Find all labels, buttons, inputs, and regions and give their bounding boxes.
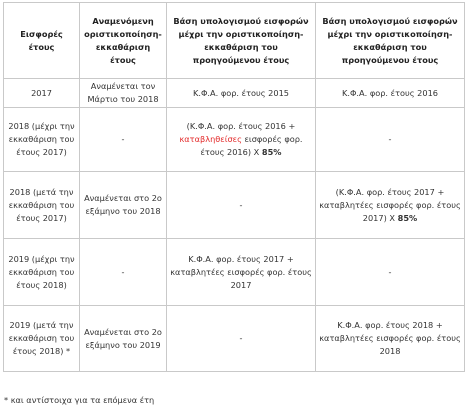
- cell-finalization: Αναμένεται στο 2ο εξάμηνο του 2019: [80, 306, 167, 372]
- table-row: [4, 306, 465, 372]
- contributions-table: [3, 2, 465, 372]
- footnote: * και αντίστοιχα για τα επόμενα έτη: [4, 395, 155, 405]
- cell-base-until: [167, 108, 316, 172]
- cell-finalization: Αναμένεται στο 2ο εξάμηνο του 2018: [80, 172, 167, 239]
- cell-year: 2018 (μέχρι την εκκαθάριση του έτους 2017): [4, 108, 80, 172]
- cell-year: 2017: [4, 79, 80, 108]
- cell-finalization: -: [80, 239, 167, 306]
- header-base-until-finalization: Βάση υπολογισμού εισφορών μέχρι την οριστικοποίηση-εκκαθάριση του προηγούμενου έτους: [167, 3, 316, 79]
- cell-base-after: -: [316, 239, 465, 306]
- header-expected-finalization: Αναμενόμενη οριστικοποίηση-εκκαθάριση έτους: [80, 3, 167, 79]
- cell-year: 2018 (μετά την εκκαθάριση του έτους 2017): [4, 172, 80, 239]
- formula-text: (Κ.Φ.Α. φορ. έτους 2016 +: [186, 121, 296, 131]
- formula-text: εισφορές φορ. έτους 2016) Χ: [200, 134, 303, 157]
- cell-year: 2019 (μετά την εκκαθάριση του έτους 2018) *: [4, 306, 80, 372]
- cell-finalization: -: [80, 108, 167, 172]
- percentage: 85%: [397, 212, 418, 223]
- cell-base-after: [316, 172, 465, 239]
- header-contribution-year: Εισφορές έτους: [4, 3, 80, 79]
- cell-base-after: Κ.Φ.Α. φορ. έτους 2016: [316, 79, 465, 108]
- cell-base-after: Κ.Φ.Α. φορ. έτους 2018 + καταβλητέες εισφορές φορ. έτους 2018: [316, 306, 465, 372]
- table-row: [4, 239, 465, 306]
- cell-base-until: Κ.Φ.Α. φορ. έτους 2015: [167, 79, 316, 108]
- highlighted-term: καταβληθείσες: [179, 134, 242, 144]
- cell-base-until: -: [167, 172, 316, 239]
- table-row: [4, 172, 465, 239]
- cell-year: 2019 (μέχρι την εκκαθάριση του έτους 2018): [4, 239, 80, 306]
- cell-base-until: -: [167, 306, 316, 372]
- table-header-row: [4, 3, 465, 79]
- cell-finalization: Αναμένεται τον Μάρτιο του 2018: [80, 79, 167, 108]
- header-base-after-finalization: Βάση υπολογισμού εισφορών μέχρι την οριστικοποίηση-εκκαθάριση του προηγούμενου έτους: [316, 3, 465, 79]
- cell-base-after: -: [316, 108, 465, 172]
- cell-base-until: Κ.Φ.Α. φορ. έτους 2017 + καταβλητέες εισφορές φορ. έτους 2017: [167, 239, 316, 306]
- formula-text: (Κ.Φ.Α. φορ. έτους 2017 + καταβλητέες εισφορές φορ. έτους 2017) Χ: [319, 186, 461, 223]
- percentage: 85%: [261, 147, 282, 157]
- table-row: [4, 108, 465, 172]
- table-row: [4, 79, 465, 108]
